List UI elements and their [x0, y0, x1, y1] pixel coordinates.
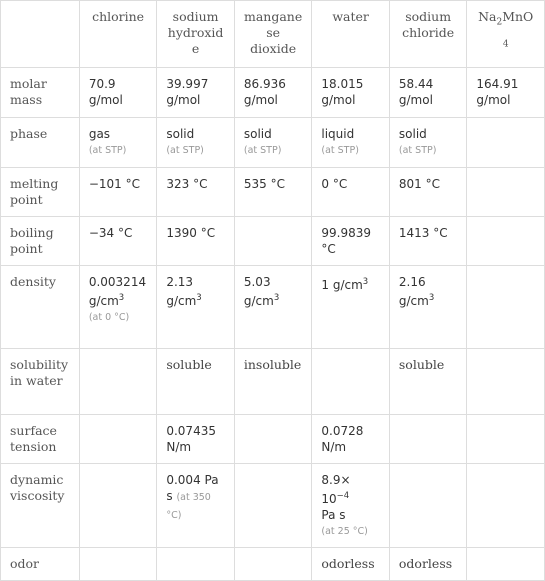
- solubility-sodium-hydroxide: soluble: [157, 349, 235, 415]
- col-header-chlorine: chlorine: [79, 1, 157, 68]
- condition-note: (at 0 °C): [88, 312, 130, 323]
- boiling-point-chlorine: −34 °C: [79, 217, 157, 266]
- condition-note: (at STP): [321, 145, 359, 156]
- solubility-sodium-permanganate: [467, 349, 545, 415]
- molar-mass-chlorine: 70.9 g/mol: [79, 68, 157, 118]
- density-value: 2.13 g/cm: [166, 275, 197, 308]
- unit-exponent: 3: [428, 293, 435, 303]
- boiling-point-sodium-hydroxide: 1390 °C: [157, 217, 235, 266]
- col-header-sodium-permanganate: [467, 1, 545, 68]
- density-value: 1 g/cm: [321, 278, 363, 292]
- density-sodium-hydroxide: [157, 266, 235, 349]
- odor-chlorine: [79, 548, 157, 581]
- phase-sodium-chloride: [389, 118, 467, 168]
- col-header-sodium-chloride: sodium chloride: [389, 1, 467, 68]
- melting-point-water: 0 °C: [312, 168, 390, 217]
- condition-note: (at 25 °C): [321, 526, 368, 537]
- table-row: [1, 68, 545, 118]
- viscosity-sodium-chloride: [389, 464, 467, 548]
- density-value: 5.03 g/cm: [243, 275, 274, 308]
- table-row: [1, 217, 545, 266]
- melting-point-sodium-hydroxide: 323 °C: [157, 168, 235, 217]
- viscosity-manganese-dioxide: [234, 464, 312, 548]
- unit-exponent: 3: [196, 293, 202, 303]
- row-header: boiling point: [1, 217, 80, 266]
- row-header: surface tension: [1, 415, 80, 464]
- surface-tension-manganese-dioxide: [234, 415, 312, 464]
- viscosity-mantissa: 8.9×: [321, 473, 351, 487]
- viscosity-value: 0.004 Pa s: [166, 473, 219, 503]
- corner-cell: [1, 1, 80, 68]
- density-water: [312, 266, 390, 349]
- formula-part: Na: [478, 9, 497, 24]
- condition-note: (at STP): [88, 145, 127, 156]
- table-row: [1, 266, 545, 349]
- boiling-point-manganese-dioxide: [234, 217, 312, 266]
- table-row: [1, 464, 545, 548]
- surface-tension-sodium-chloride: [389, 415, 467, 464]
- molar-mass-water: 18.015 g/mol: [312, 68, 390, 118]
- density-sodium-chloride: [389, 266, 467, 349]
- odor-sodium-hydroxide: [157, 548, 235, 581]
- unit-exponent: 3: [273, 293, 280, 303]
- molar-mass-sodium-permanganate: 164.91 g/mol: [467, 68, 545, 118]
- surface-tension-sodium-permanganate: [467, 415, 545, 464]
- row-header: odor: [1, 548, 80, 581]
- phase-value: solid: [398, 127, 427, 141]
- phase-water: [312, 118, 390, 168]
- row-header: solubility in water: [1, 349, 80, 415]
- odor-sodium-permanganate: [467, 548, 545, 581]
- table-row: [1, 349, 545, 415]
- table-row: [1, 415, 545, 464]
- solubility-water: [312, 349, 390, 415]
- melting-point-sodium-permanganate: [467, 168, 545, 217]
- density-chlorine: [79, 266, 157, 349]
- boiling-point-water: 99.9839 °C: [312, 217, 390, 266]
- solubility-sodium-chloride: soluble: [389, 349, 467, 415]
- condition-note: (at 350 °C): [166, 492, 211, 521]
- phase-value: solid: [243, 127, 272, 141]
- density-value: 0.003214 g/cm: [88, 275, 147, 308]
- formula-subscript: 4: [502, 39, 509, 49]
- melting-point-chlorine: −101 °C: [79, 168, 157, 217]
- col-header-sodium-hydroxide: sodium hydroxide: [157, 1, 235, 68]
- solubility-manganese-dioxide: insoluble: [234, 349, 312, 415]
- melting-point-sodium-chloride: 801 °C: [389, 168, 467, 217]
- viscosity-chlorine: [79, 464, 157, 548]
- surface-tension-chlorine: [79, 415, 157, 464]
- viscosity-unit: Pa s: [321, 508, 346, 522]
- viscosity-water: [312, 464, 390, 548]
- phase-sodium-permanganate: [467, 118, 545, 168]
- boiling-point-sodium-permanganate: [467, 217, 545, 266]
- condition-note: (at STP): [166, 145, 204, 156]
- viscosity-exponent: −4: [336, 491, 350, 501]
- surface-tension-water: 0.0728 N/m: [312, 415, 390, 464]
- unit-exponent: 3: [118, 293, 125, 303]
- density-value: 2.16 g/cm: [398, 275, 429, 308]
- phase-sodium-hydroxide: [157, 118, 235, 168]
- formula-part: MnO: [502, 9, 534, 24]
- viscosity-base: 10: [321, 492, 337, 506]
- surface-tension-sodium-hydroxide: 0.07435 N/m: [157, 415, 235, 464]
- viscosity-sodium-hydroxide: [157, 464, 235, 548]
- condition-note: (at STP): [243, 145, 282, 156]
- melting-point-manganese-dioxide: 535 °C: [234, 168, 312, 217]
- phase-value: gas: [88, 127, 111, 141]
- row-header: melting point: [1, 168, 80, 217]
- row-header: density: [1, 266, 80, 349]
- header-row: [1, 1, 545, 68]
- boiling-point-sodium-chloride: 1413 °C: [389, 217, 467, 266]
- phase-value: liquid: [321, 127, 355, 141]
- row-header: phase: [1, 118, 80, 168]
- unit-exponent: 3: [362, 277, 369, 287]
- condition-note: (at STP): [398, 145, 437, 156]
- molar-mass-sodium-hydroxide: 39.997 g/mol: [157, 68, 235, 118]
- phase-chlorine: [79, 118, 157, 168]
- odor-water: odorless: [312, 548, 390, 581]
- phase-value: solid: [166, 127, 195, 141]
- table-row: [1, 168, 545, 217]
- density-manganese-dioxide: [234, 266, 312, 349]
- solubility-chlorine: [79, 349, 157, 415]
- table-row: [1, 548, 545, 581]
- phase-manganese-dioxide: [234, 118, 312, 168]
- density-sodium-permanganate: [467, 266, 545, 349]
- odor-sodium-chloride: odorless: [389, 548, 467, 581]
- row-header: dynamic viscosity: [1, 464, 80, 548]
- col-header-water: water: [312, 1, 390, 68]
- col-header-manganese-dioxide: manganese dioxide: [234, 1, 312, 68]
- odor-manganese-dioxide: [234, 548, 312, 581]
- row-header: molar mass: [1, 68, 80, 118]
- formula-subscript: 2: [496, 17, 503, 28]
- molar-mass-sodium-chloride: 58.44 g/mol: [389, 68, 467, 118]
- molar-mass-manganese-dioxide: 86.936 g/mol: [234, 68, 312, 118]
- viscosity-sodium-permanganate: [467, 464, 545, 548]
- table-row: [1, 118, 545, 168]
